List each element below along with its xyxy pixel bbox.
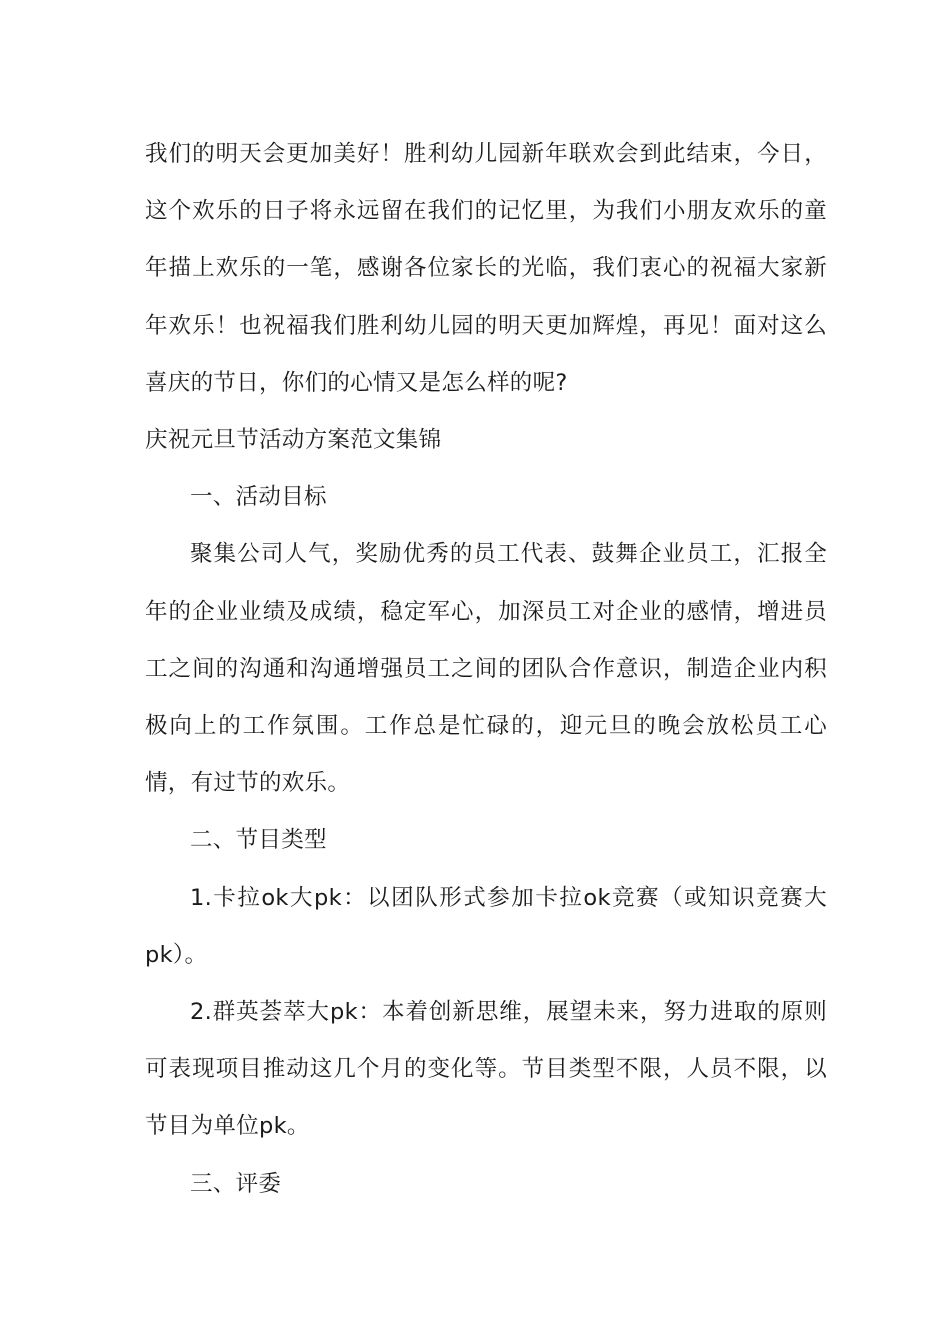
paragraph-activity-goal: 聚集公司人气，奖励优秀的员工代表、鼓舞企业员工，汇报全年的企业业绩及成绩，稳定军心，加深员工对企业的感情，增进员工之间的沟通和沟通增强员工之间的团队合作意识，制造企业内积极向上的工作氛围。工作总是忙碌的，迎元旦的晚会放松员工心情，有过节的欢乐。 bbox=[145, 541, 827, 797]
section-title: 庆祝元旦节活动方案范文集锦 bbox=[145, 427, 442, 454]
paragraph-talent-pk: 2.群英荟萃大pk：本着创新思维，展望未来，努力进取的原则可表现项目推动这几个月的变化等。节目类型不限，人员不限，以节目为单位pk。 bbox=[145, 999, 827, 1140]
heading-activity-goal: 一、活动目标 bbox=[190, 484, 327, 511]
paragraph-karaoke-pk: 1.卡拉ok大pk：以团队形式参加卡拉ok竞赛（或知识竞赛大pk）。 bbox=[145, 884, 827, 968]
heading-judges: 三、评委 bbox=[190, 1170, 282, 1197]
paragraph-closing-remarks: 我们的明天会更加美好！胜利幼儿园新年联欢会到此结束，今日，这个欢乐的日子将永远留在我们的记忆里，为我们小朋友欢乐的童年描上欢乐的一笔，感谢各位家长的光临，我们衷心的祝福大家新年欢乐！也祝福我们胜利幼儿园的明天更加辉煌，再见！面对这么喜庆的节日，你们的心情又是怎么样的呢? bbox=[145, 141, 827, 396]
document-body bbox=[145, 126, 827, 1213]
heading-program-type: 二、节目类型 bbox=[190, 827, 327, 854]
